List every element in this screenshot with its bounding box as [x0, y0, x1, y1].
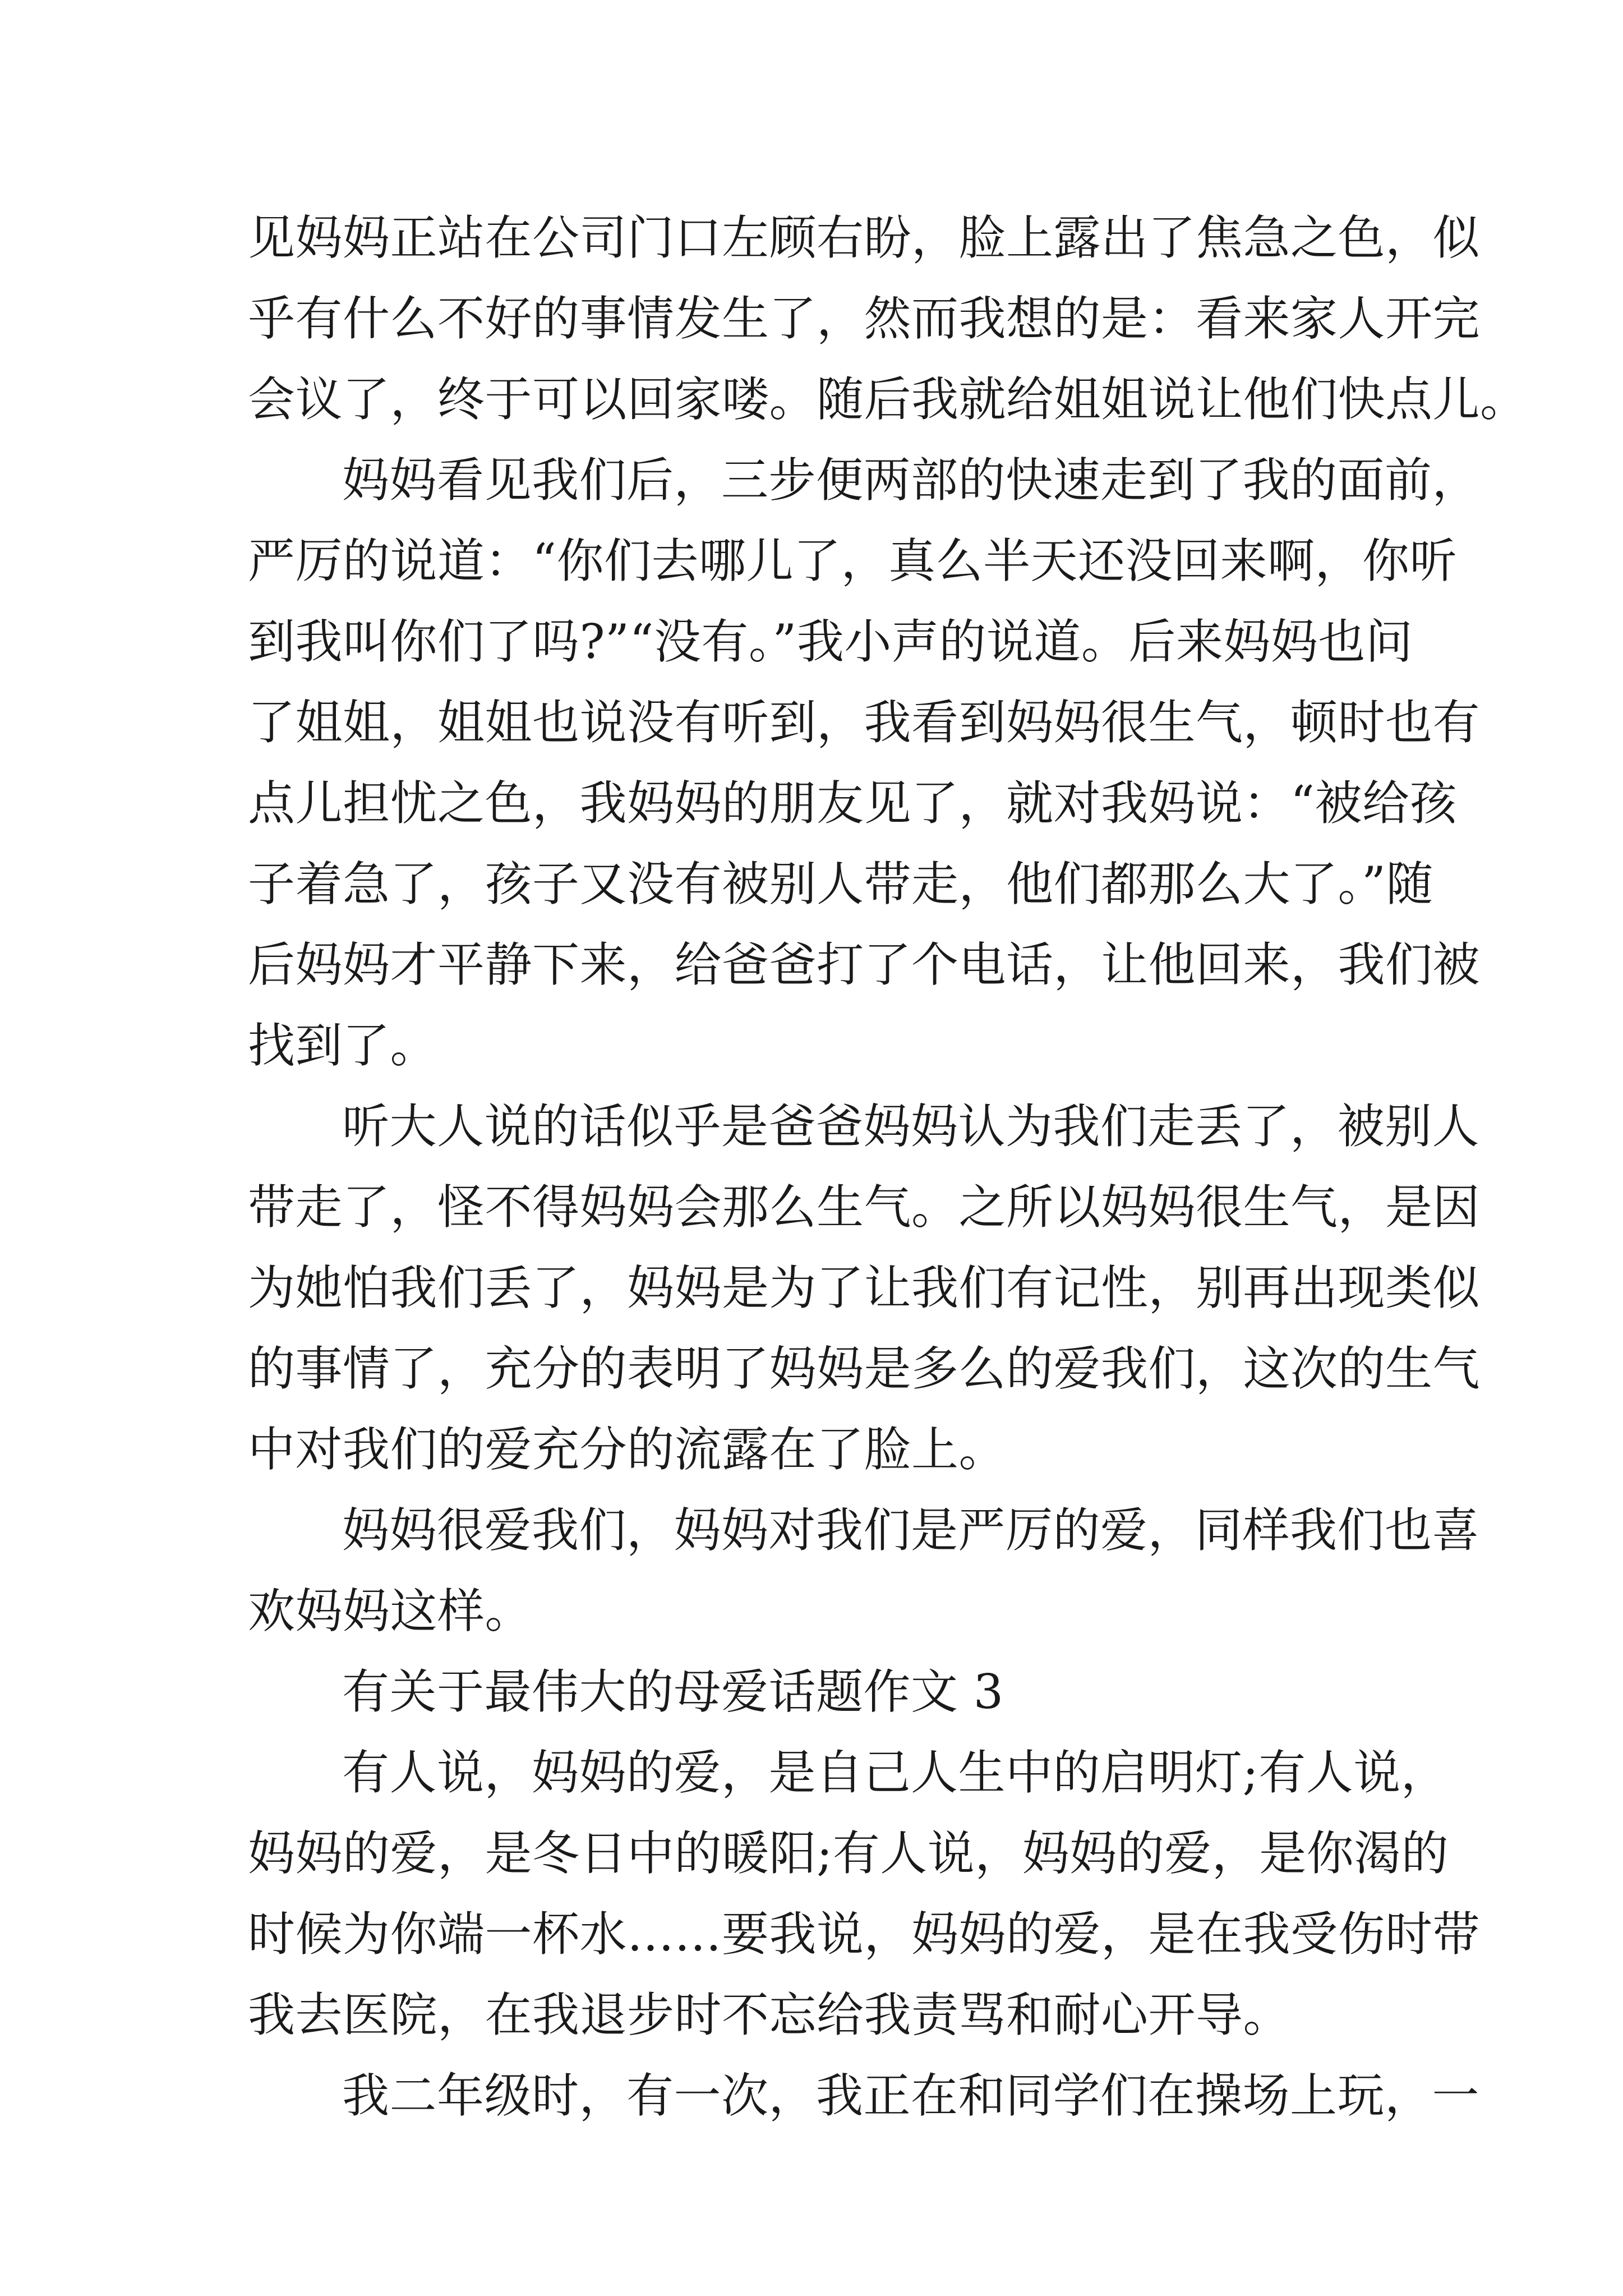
- text-line: 我二年级时，有一次，我正在和同学们在操场上玩，一: [342, 2068, 1480, 2123]
- text-line: 为她怕我们丢了，妈妈是为了让我们有记性，别再出现类似: [248, 1260, 1481, 1315]
- text-line: 的事情了，充分的表明了妈妈是多么的爱我们，这次的生气: [248, 1341, 1481, 1396]
- paragraph-4: [248, 1490, 1480, 1651]
- text-line: 妈妈的爱，是冬日中的暖阳;有人说，妈妈的爱，是你渴的: [248, 1826, 1449, 1881]
- section-heading: [248, 1651, 1381, 1732]
- text-line: 找到了。: [248, 1018, 438, 1073]
- paragraph-1: [248, 197, 1528, 440]
- text-line: 见妈妈正站在公司门口左顾右盼，脸上露出了焦急之色，似: [248, 210, 1481, 265]
- text-line: 会议了，终于可以回家喽。随后我就给姐姐说让他们快点儿。: [248, 372, 1528, 427]
- heading-line: 有关于最伟大的母爱话题作文 3: [342, 1664, 1004, 1719]
- text-line: 带走了，怪不得妈妈会那么生气。之所以妈妈很生气，是因: [248, 1180, 1481, 1235]
- text-line: 妈妈很爱我们，妈妈对我们是严厉的爱，同样我们也喜: [342, 1503, 1480, 1558]
- paragraph-5: [248, 1732, 1481, 2055]
- text-line: 点儿担忧之色，我妈妈的朋友见了，就对我妈说：“被给孩: [248, 776, 1457, 831]
- document-body: [248, 197, 1528, 2136]
- text-line: 我去医院，在我退步时不忘给我责骂和耐心开导。: [248, 1987, 1291, 2042]
- text-line: 妈妈看见我们后，三步便两部的快速走到了我的面前，: [342, 453, 1480, 508]
- paragraph-2: [248, 440, 1481, 1086]
- text-line: 到我叫你们了吗?”“没有。”我小声的说道。后来妈妈也问: [248, 614, 1413, 669]
- text-line: 听大人说的话似乎是爸爸妈妈认为我们走丢了，被别人: [342, 1099, 1480, 1154]
- text-line: 中对我们的爱充分的流露在了脸上。: [248, 1422, 1007, 1477]
- text-line: 时候为你端一杯水……要我说，妈妈的爱，是在我受伤时带: [248, 1907, 1481, 1962]
- text-line: 乎有什么不好的事情发生了，然而我想的是：看来家人开完: [248, 291, 1481, 346]
- text-line: 了姐姐，姐姐也说没有听到，我看到妈妈很生气，顿时也有: [248, 695, 1481, 750]
- text-line: 后妈妈才平静下来，给爸爸打了个电话，让他回来，我们被: [248, 937, 1481, 992]
- paragraph-6: [248, 2055, 1480, 2136]
- text-line: 子着急了，孩子又没有被别人带走，他们都那么大了。”随: [248, 857, 1433, 912]
- paragraph-3: [248, 1086, 1481, 1490]
- text-line: 欢妈妈这样。: [248, 1584, 533, 1639]
- text-line: 严厉的说道：“你们去哪儿了，真么半天还没回来啊，你听: [248, 533, 1457, 588]
- text-line: 有人说，妈妈的爱，是自己人生中的启明灯;有人说，: [342, 1745, 1449, 1800]
